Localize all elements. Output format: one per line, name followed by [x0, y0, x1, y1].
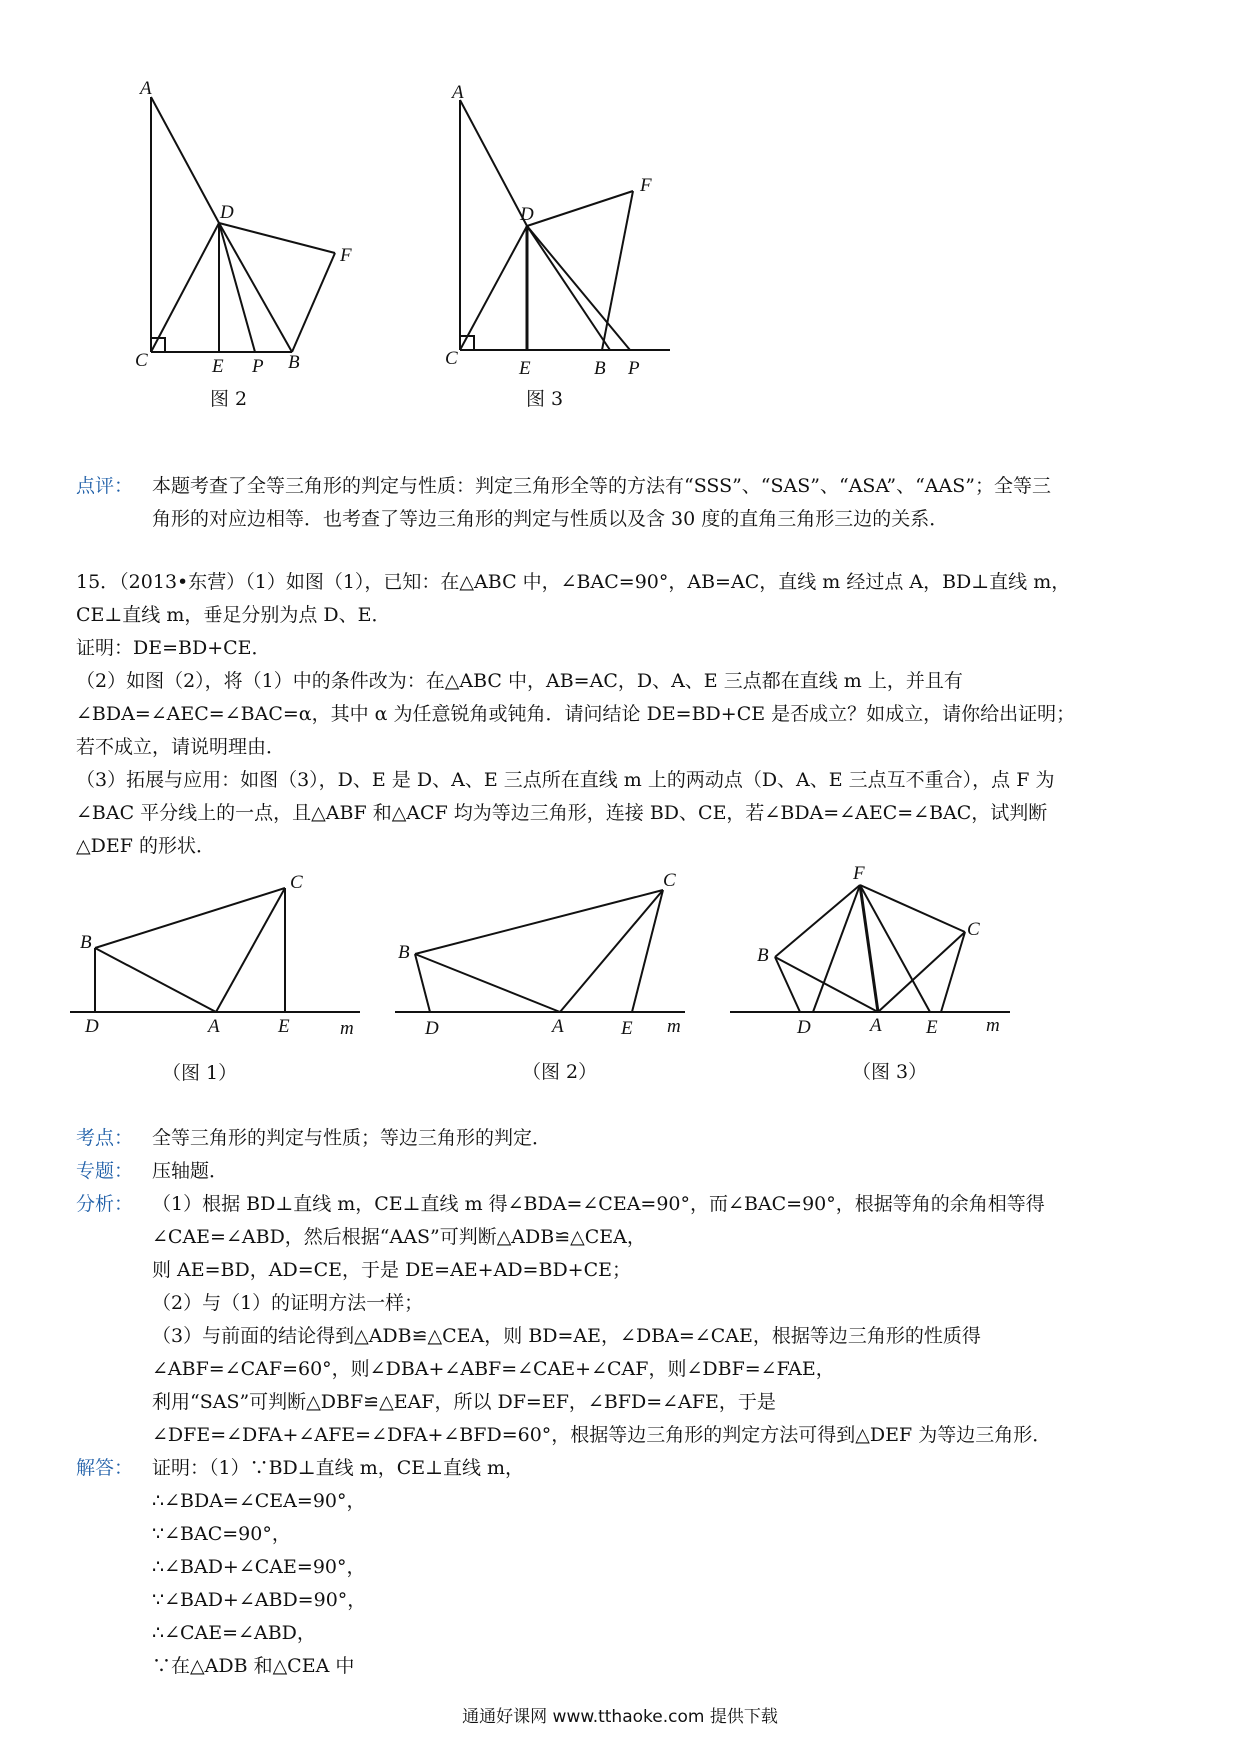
zhuanti-row: 专题： 压轴题．	[76, 1155, 228, 1188]
fenxi-tag-row	[76, 1188, 152, 1221]
review-tag: 点评：	[76, 475, 134, 497]
zhuanti-tag: 专题：	[76, 1160, 134, 1182]
jieda-body: 证明：（1）∵BD⊥直线 m，CE⊥直线 m， ∴∠BDA=∠CEA=90°， ∵∠BAC=90°， ∴∠BAD+∠CAE=90°， ∵∠BAD+∠ABD=90°， ∴∠CAE=∠ABD， ∵在△ADB 和△CEA 中	[152, 1457, 525, 1677]
label-B: B	[398, 942, 410, 963]
page-footer: 通通好课网 www.tthaoke.com 提供下载	[462, 1707, 778, 1727]
figure-2-top	[120, 70, 370, 420]
label-E: E	[926, 1017, 938, 1038]
figure-caption: （图 2）	[522, 1061, 598, 1083]
label-P: P	[252, 356, 264, 377]
label-C: C	[663, 870, 676, 891]
label-F: F	[340, 245, 352, 266]
label-B: B	[288, 352, 300, 373]
label-C: C	[445, 348, 458, 369]
label-m: m	[667, 1016, 681, 1037]
review-line-1: 点评： 本题考查了全等三角形的判定与性质：判定三角形全等的方法有“SSS”、“SAS”、“ASA”、“AAS”；全等三	[76, 470, 1051, 503]
figure-caption: （图 1）	[162, 1062, 238, 1084]
jieda-tag-row	[76, 1452, 152, 1485]
label-A: A	[140, 78, 152, 99]
label-D: D	[85, 1016, 99, 1037]
label-D: D	[520, 204, 534, 225]
kaodian-row: 考点： 全等三角形的判定与性质；等边三角形的判定．	[76, 1122, 551, 1155]
fenxi-tag: 分析：	[76, 1193, 134, 1215]
label-B: B	[80, 932, 92, 953]
figure-3-top	[430, 70, 700, 420]
label-P: P	[628, 358, 640, 379]
jieda-tag: 解答：	[76, 1457, 134, 1479]
fenxi-body: （1）根据 BD⊥直线 m，CE⊥直线 m 得∠BDA=∠CEA=90°，而∠BAC=90°，根据等角的余角相等得 ∠CAE=∠ABD，然后根据“AAS”可判断△ADB≌△CEA， 则 AE=BD，AD=CE，于是 DE=AE+AD=BD+CE； （2）与（1）的证明方法一样； （3）与前面的结论得到△ADB≌△CEA，则 BD=AE，∠DBA=∠CAE，根据等边三角形的性质得 ∠ABF=∠CAF=60°，则∠DBA+∠ABF=∠CAE+∠CAF，则∠DBF=∠FAE， 利用“SAS”可判断△DBF≌△EAF，所以 DF=EF，∠BFD=∠AFE，于是 ∠DFE=∠DFA+∠AFE=∠DFA+∠BFD=60°，根据等边三角形的判定方法可得到△DEF 为等边三角形．	[152, 1193, 1052, 1446]
label-C: C	[135, 350, 148, 371]
label-m: m	[986, 1015, 1000, 1036]
figure-1-bottom	[70, 870, 370, 1090]
figure-caption: 图 2	[210, 388, 248, 410]
review-line-2: 角形的对应边相等．也考查了等边三角形的判定与性质以及含 30 度的直角三角形三边的关系．	[152, 508, 949, 530]
label-E: E	[212, 356, 224, 377]
label-B: B	[757, 945, 769, 966]
label-A: A	[208, 1016, 220, 1037]
label-D: D	[797, 1017, 811, 1038]
label-A: A	[452, 82, 464, 103]
label-E: E	[278, 1016, 290, 1037]
label-E: E	[519, 358, 531, 379]
label-F: F	[853, 863, 865, 884]
label-F: F	[640, 175, 652, 196]
label-A: A	[870, 1015, 882, 1036]
label-D: D	[220, 202, 234, 223]
figure-caption: 图 3	[526, 388, 564, 410]
label-C: C	[290, 872, 303, 893]
label-A: A	[552, 1016, 564, 1037]
label-E: E	[621, 1018, 633, 1039]
problem-15: 15．（2013•东营）（1）如图（1），已知：在△ABC 中，∠BAC=90°，AB=AC，直线 m 经过点 A，BD⊥直线 m， CE⊥直线 m，垂足分别为点 D、E． 证明：DE=BD+CE． （2）如图（2），将（1）中的条件改为：在△ABC 中，AB=AC，D、A、E 三点都在直线 m 上，并且有 ∠BDA=∠AEC=∠BAC=α，其中 α 为任意锐角或钝角．请问结论 DE=BD+CE 是否成立？如成立，请你给出证明； 若不成立，请说明理由． （3）拓展与应用：如图（3），D、E 是 D、A、E 三点所在直线 m 上的两动点（D、A、E 三点互不重合），点 F 为 ∠BAC 平分线上的一点，且△ABF 和△ACF 均为等边三角形，连接 BD、CE，若∠BDA=∠AEC=∠BAC，试判断 △DEF 的形状．	[76, 571, 1076, 857]
label-m: m	[340, 1018, 354, 1039]
figure-2-bottom	[395, 860, 695, 1090]
label-B: B	[594, 358, 606, 379]
figure-caption: （图 3）	[852, 1061, 928, 1083]
label-C: C	[967, 919, 980, 940]
figure-3-bottom	[730, 855, 1020, 1090]
kaodian-tag: 考点：	[76, 1127, 134, 1149]
label-D: D	[425, 1018, 439, 1039]
